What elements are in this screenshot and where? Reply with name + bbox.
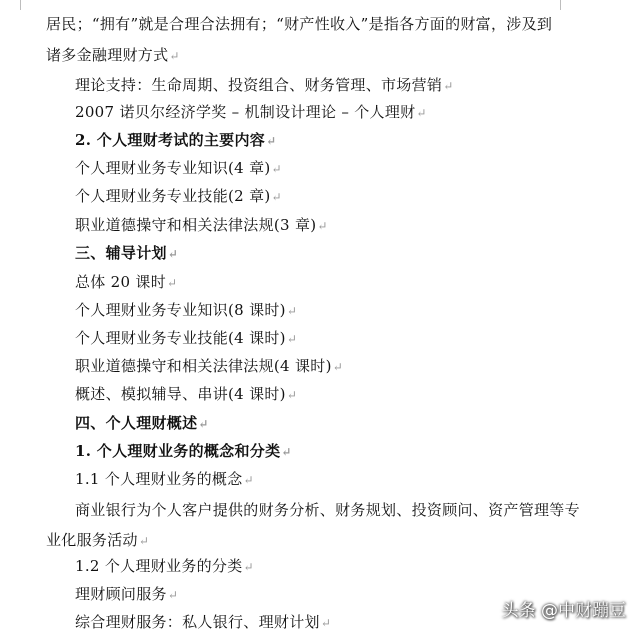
text-line: 诸多金融理财方式↵ bbox=[46, 46, 180, 64]
text-line: 业化服务活动↵ bbox=[46, 531, 150, 549]
paragraph-mark-icon: ↵ bbox=[271, 162, 282, 176]
paragraph-mark-icon: ↵ bbox=[286, 304, 298, 318]
paragraph-mark-icon: ↵ bbox=[320, 616, 332, 630]
text-line: 2007 诺贝尔经济学奖 – 机制设计理论 – 个人理财↵ bbox=[75, 103, 427, 121]
paragraph-mark-icon: ↵ bbox=[416, 106, 427, 120]
text-line: 概述、模拟辅导、串讲(4 课时)↵ bbox=[75, 385, 298, 403]
section-heading: 三、辅导计划↵ bbox=[75, 244, 179, 262]
paragraph-mark-icon: ↵ bbox=[169, 49, 180, 63]
paragraph-mark-icon: ↵ bbox=[167, 588, 179, 602]
paragraph-mark-icon: ↵ bbox=[281, 445, 292, 459]
watermark: 头条 @中财蹦豆 bbox=[501, 601, 626, 621]
paragraph-mark-icon: ↵ bbox=[167, 247, 179, 261]
text-line: 职业道德操守和相关法律法规(3 章)↵ bbox=[75, 216, 328, 234]
paragraph-mark-icon: ↵ bbox=[266, 134, 277, 148]
paragraph-mark-icon: ↵ bbox=[317, 219, 328, 233]
text-line: 理财顾问服务↵ bbox=[75, 585, 179, 603]
text-line: 个人理财业务专业技能(4 课时)↵ bbox=[75, 329, 298, 347]
text-line: 综合理财服务：私人银行、理财计划↵ bbox=[75, 613, 332, 631]
paragraph-mark-icon: ↵ bbox=[243, 473, 254, 487]
text-line: 1.2 个人理财业务的分类↵ bbox=[75, 557, 254, 575]
text-line: 个人理财业务专业知识(8 课时)↵ bbox=[75, 301, 298, 319]
paragraph-mark-icon: ↵ bbox=[167, 276, 178, 290]
paragraph-mark-icon: ↵ bbox=[271, 190, 282, 204]
section-heading: 四、个人理财概述↵ bbox=[75, 414, 209, 432]
paragraph-mark-icon: ↵ bbox=[286, 388, 298, 402]
text-line: 个人理财业务专业知识(4 章)↵ bbox=[75, 159, 282, 177]
text-line: 商业银行为个人客户提供的财务分析、财务规划、投资顾问、资产管理等专 bbox=[75, 501, 580, 519]
margin-guide-right bbox=[560, 0, 561, 10]
text-line: 总体 20 课时↵ bbox=[75, 273, 178, 291]
paragraph-mark-icon: ↵ bbox=[138, 534, 150, 548]
text-line: 职业道德操守和相关法律法规(4 课时)↵ bbox=[75, 357, 344, 375]
text-line: 居民；“拥有”就是合理合法拥有；“财产性收入”是指各方面的财富，涉及到 bbox=[46, 15, 553, 33]
section-heading: 1. 个人理财业务的概念和分类↵ bbox=[75, 442, 292, 460]
paragraph-mark-icon: ↵ bbox=[443, 79, 454, 93]
paragraph-mark-icon: ↵ bbox=[243, 560, 254, 574]
text-line: 理论支持：生命周期、投资组合、财务管理、市场营销↵ bbox=[75, 76, 454, 94]
text-line: 个人理财业务专业技能(2 章)↵ bbox=[75, 187, 282, 205]
paragraph-mark-icon: ↵ bbox=[198, 417, 209, 431]
margin-guide-left bbox=[20, 0, 21, 10]
section-heading: 2. 个人理财考试的主要内容↵ bbox=[75, 131, 277, 149]
text-line: 1.1 个人理财业务的概念↵ bbox=[75, 470, 254, 488]
paragraph-mark-icon: ↵ bbox=[286, 332, 298, 346]
paragraph-mark-icon: ↵ bbox=[332, 360, 344, 374]
